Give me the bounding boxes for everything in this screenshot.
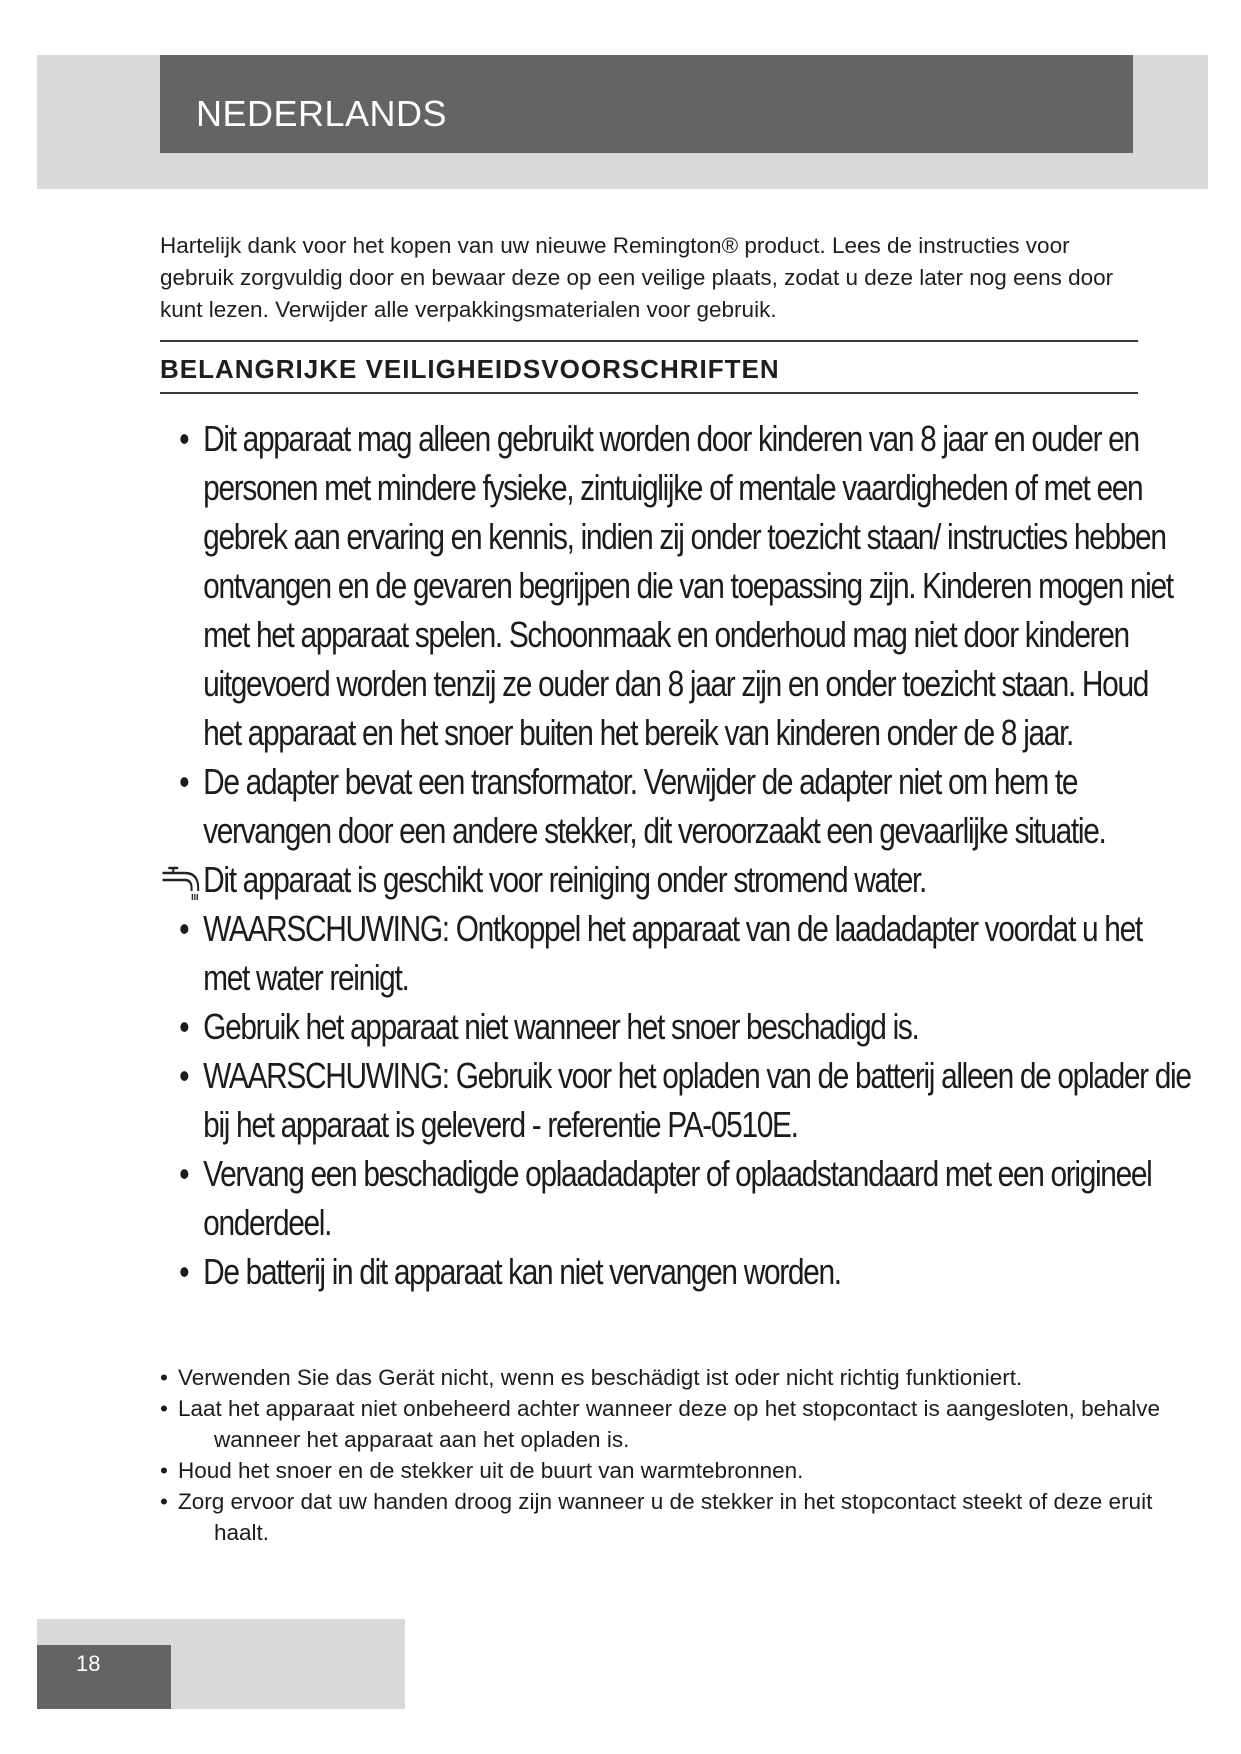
small-item bbox=[160, 1362, 1160, 1393]
small-item-text: Laat het apparaat niet onbeheerd achter wanneer deze op het stopcontact is aangesloten, behalve wanneer het apparaat aan het opladen is. bbox=[178, 1396, 1160, 1452]
safety-item bbox=[160, 855, 1191, 904]
bullet: • bbox=[179, 1153, 189, 1194]
intro-paragraph: Hartelijk dank voor het kopen van uw nieuwe Remington® product. Lees de instructies voor gebruik zorgvuldig door en bewaar deze op een veilige plaats, zodat u deze later nog eens door kunt lezen. Verwijder alle verpakkingsmaterialen voor gebruik. bbox=[160, 233, 1114, 322]
section-title: BELANGRIJKE VEILIGHEIDSVOORSCHRIFTEN bbox=[160, 354, 780, 384]
language-title: NEDERLANDS bbox=[196, 93, 448, 134]
footer-box bbox=[37, 1645, 171, 1709]
safety-item bbox=[160, 1247, 1191, 1296]
safety-item bbox=[160, 1149, 1191, 1247]
safety-item-text: WAARSCHUWING: Ontkoppel het apparaat van de laadadapter voordat u het met water reinigt. bbox=[203, 908, 1142, 998]
safety-item-text: Dit apparaat mag alleen gebruikt worden door kinderen van 8 jaar en ouder en personen met mindere fysieke, zintuiglijke of mentale vaardigheden of met een gebrek aan ervaring en kennis, indien zij onder toezicht staan/ instructies hebben ontvangen en de gevaren begrijpen die van toepassing zijn. Kinderen mogen niet met het apparaat spelen. Schoonmaak en onderhoud mag niet door kinderen uitgevoerd worden tenzij ze ouder dan 8 jaar zijn en onder toezicht staan. Houd het apparaat en het snoer buiten het bereik van kinderen onder de 8 jaar. bbox=[203, 418, 1173, 753]
safety-instructions-list bbox=[160, 414, 1191, 1296]
bullet: • bbox=[160, 1489, 168, 1514]
small-item-text: Verwenden Sie das Gerät nicht, wenn es beschädigt ist oder nicht richtig funktioniert. bbox=[178, 1365, 1023, 1390]
safety-item bbox=[160, 1051, 1191, 1149]
small-item bbox=[160, 1455, 1160, 1486]
safety-item bbox=[160, 1002, 1191, 1051]
small-item bbox=[160, 1393, 1160, 1455]
safety-item-text: De adapter bevat een transformator. Verwijder de adapter niet om hem te vervangen door een andere stekker, dit veroorzaakt een gevaarlijke situatie. bbox=[203, 761, 1106, 851]
small-item bbox=[160, 1486, 1160, 1548]
safety-item-text: De batterij in dit apparaat kan niet vervangen worden. bbox=[203, 1251, 841, 1292]
bullet: • bbox=[179, 1251, 189, 1292]
safety-item-text: WAARSCHUWING: Gebruik voor het opladen van de batterij alleen de oplader die bij het apparaat is geleverd - referentie PA-0510E. bbox=[203, 1055, 1191, 1145]
bullet: • bbox=[160, 1458, 168, 1483]
bullet: • bbox=[160, 1396, 168, 1421]
safety-item bbox=[160, 414, 1191, 757]
safety-item-text: Dit apparaat is geschikt voor reiniging onder stromend water. bbox=[203, 859, 927, 900]
safety-item-text: Gebruik het apparaat niet wanneer het snoer beschadigd is. bbox=[203, 1006, 919, 1047]
bullet: • bbox=[179, 418, 189, 459]
bullet: • bbox=[160, 1365, 168, 1390]
bullet: • bbox=[179, 1006, 189, 1047]
safety-item-text: Vervang een beschadigde oplaadadapter of oplaadstandaard met een origineel onderdeel. bbox=[203, 1153, 1152, 1243]
safety-item bbox=[160, 757, 1191, 855]
bullet: • bbox=[179, 761, 189, 802]
page-number: 18 bbox=[76, 1651, 101, 1676]
additional-instructions-list bbox=[160, 1362, 1160, 1548]
section-top-rule bbox=[160, 340, 1138, 342]
section-bottom-rule bbox=[160, 392, 1138, 394]
bullet: • bbox=[179, 908, 189, 949]
safety-item bbox=[160, 904, 1191, 1002]
small-item-text: Zorg ervoor dat uw handen droog zijn wanneer u de stekker in het stopcontact steekt of deze eruit haalt. bbox=[178, 1489, 1153, 1545]
bullet: • bbox=[179, 1055, 189, 1096]
small-item-text: Houd het snoer en de stekker uit de buurt van warmtebronnen. bbox=[178, 1458, 804, 1483]
faucet-icon bbox=[160, 865, 202, 901]
